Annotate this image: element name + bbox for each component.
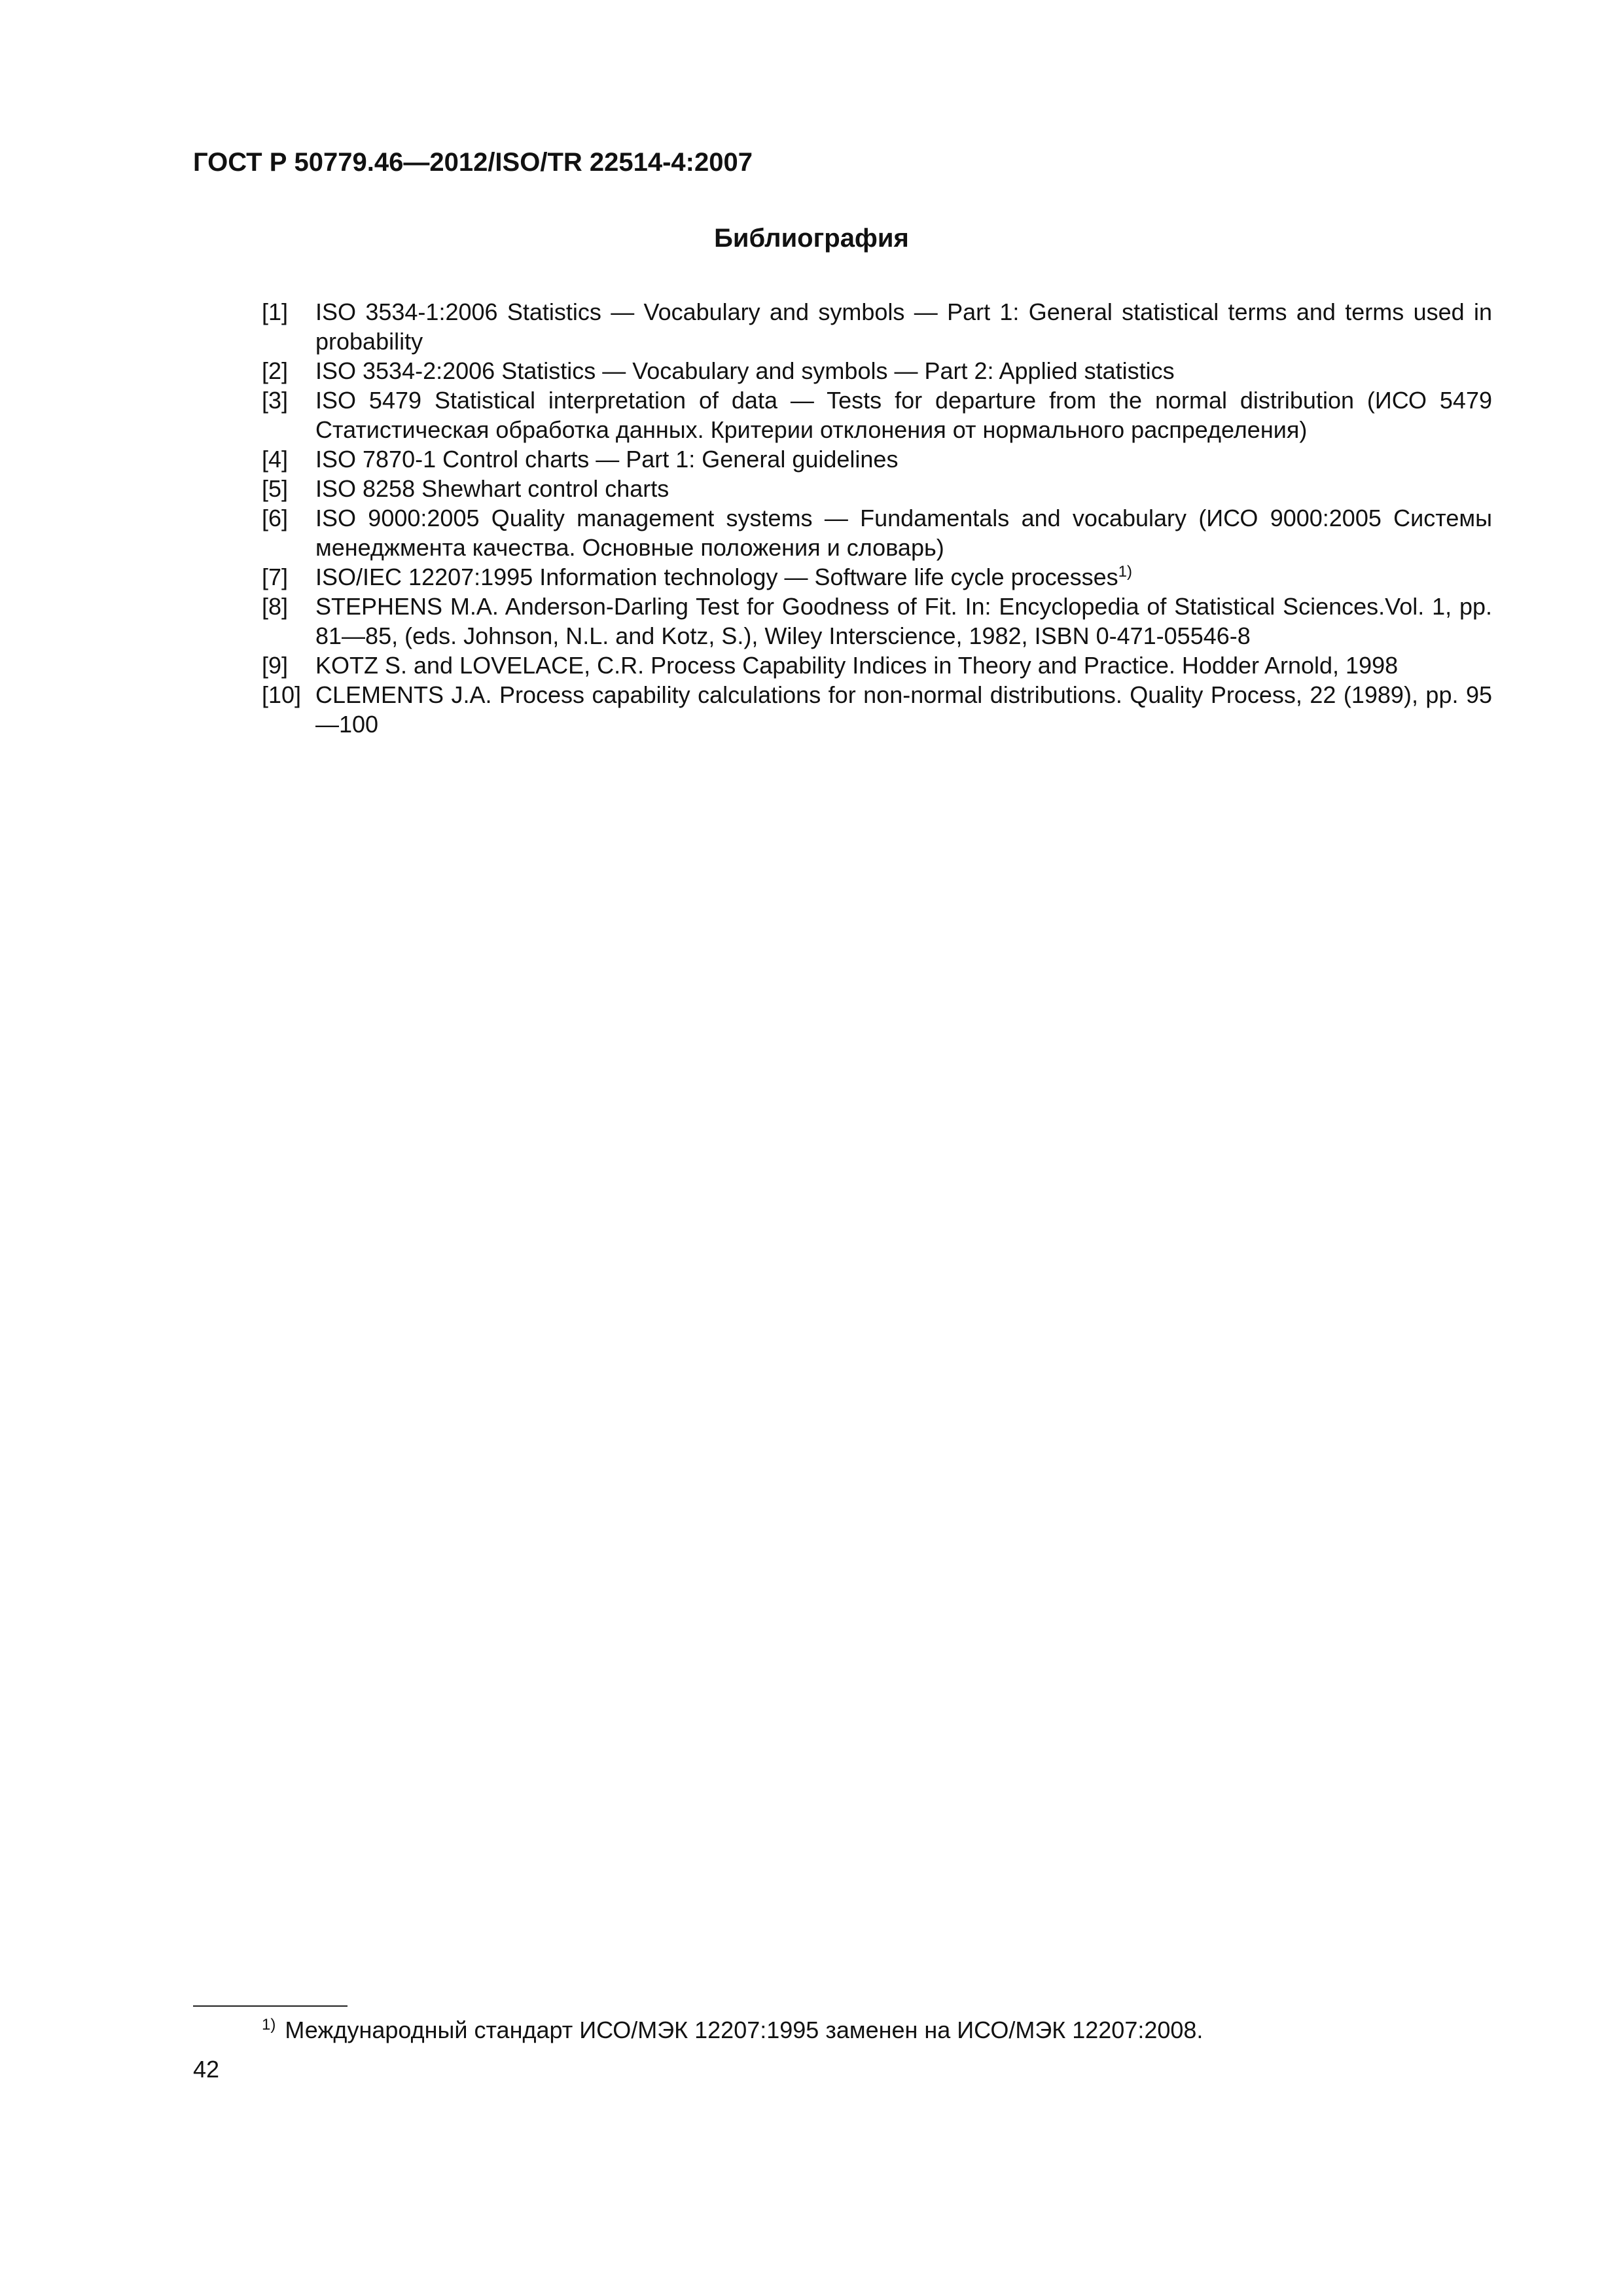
document-header: ГОСТ Р 50779.46—2012/ISO/TR 22514-4:2007 bbox=[193, 148, 753, 177]
bibliography-item bbox=[262, 592, 1492, 651]
bibliography-text bbox=[315, 680, 1492, 739]
bibliography-text bbox=[315, 297, 1492, 356]
bibliography-entry: ISO 3534-2:2006 Statistics — Vocabulary and symbols — Part 2: Applied statistics bbox=[315, 357, 1175, 384]
bibliography-entry: ISO/IEC 12207:1995 Information technology — Software life cycle processes bbox=[315, 564, 1118, 590]
bibliography-number: [6] bbox=[262, 505, 289, 531]
bibliography-item bbox=[262, 444, 1492, 474]
bibliography-number: [10] bbox=[262, 681, 302, 708]
bibliography-entry: KOTZ S. and LOVELACE, C.R. Process Capability Indices in Theory and Practice. Hodder Arnold, 1998 bbox=[315, 652, 1399, 679]
bibliography-number: [4] bbox=[262, 446, 289, 473]
bibliography-number: [3] bbox=[262, 387, 289, 414]
bibliography-item bbox=[262, 562, 1492, 592]
bibliography-text bbox=[315, 356, 1492, 386]
bibliography-entry: ISO 8258 Shewhart control charts bbox=[315, 475, 669, 502]
bibliography-text bbox=[315, 444, 1492, 474]
bibliography-text bbox=[315, 562, 1492, 592]
bibliography-number: [9] bbox=[262, 652, 289, 679]
bibliography-number: [8] bbox=[262, 593, 289, 620]
bibliography-entry: CLEMENTS J.A. Process capability calculations for non-normal distributions. Quality Process, 22 (1989), pp. 95—100 bbox=[315, 681, 1492, 738]
footnote-text: Международный стандарт ИСО/МЭК 12207:1995 заменен на ИСО/МЭК 12207:2008. bbox=[285, 2017, 1204, 2043]
bibliography-number: [2] bbox=[262, 357, 289, 384]
bibliography-entry: ISO 7870-1 Control charts — Part 1: General guidelines bbox=[315, 446, 899, 473]
bibliography-text bbox=[315, 592, 1492, 651]
footnote-reference: 1) bbox=[1118, 563, 1132, 581]
bibliography-item bbox=[262, 474, 1492, 503]
bibliography-item bbox=[262, 386, 1492, 444]
bibliography-list bbox=[262, 297, 1492, 739]
bibliography-item bbox=[262, 680, 1492, 739]
bibliography-text bbox=[315, 503, 1492, 562]
bibliography-number: [1] bbox=[262, 298, 289, 325]
bibliography-number: [5] bbox=[262, 475, 289, 502]
footnote-divider bbox=[193, 2005, 348, 2007]
bibliography-item bbox=[262, 356, 1492, 386]
bibliography-text bbox=[315, 386, 1492, 444]
page-number: 42 bbox=[193, 2056, 220, 2083]
bibliography-item bbox=[262, 297, 1492, 356]
bibliography-item bbox=[262, 503, 1492, 562]
bibliography-number: [7] bbox=[262, 564, 289, 590]
bibliography-text bbox=[315, 651, 1492, 680]
bibliography-text bbox=[315, 474, 1492, 503]
bibliography-entry: ISO 9000:2005 Quality management systems — Fundamentals and vocabulary (ИСО 9000:2005 Системы менеджмента качества. Основные положения и словарь) bbox=[315, 505, 1492, 561]
bibliography-entry: STEPHENS M.A. Anderson-Darling Test for Goodness of Fit. In: Encyclopedia of Statistical Sciences.Vol. 1, pp. 81—85, (eds. Johnson, N.L. and Kotz, S.), Wiley Interscience, 1982, ISBN 0-471-05546-8 bbox=[315, 593, 1492, 649]
bibliography-entry: ISO 3534-1:2006 Statistics — Vocabulary and symbols — Part 1: General statistical terms and terms used in probability bbox=[315, 298, 1492, 355]
footnote-mark: 1) bbox=[262, 2016, 276, 2034]
bibliography-entry: ISO 5479 Statistical interpretation of data — Tests for departure from the normal distribution (ИСО 5479 Статистическая обработка данных. Критерии отклонения от нормального распределения) bbox=[315, 387, 1492, 443]
bibliography-item bbox=[262, 651, 1492, 680]
section-title: Библиография bbox=[714, 224, 909, 253]
footnote bbox=[262, 2016, 1203, 2045]
